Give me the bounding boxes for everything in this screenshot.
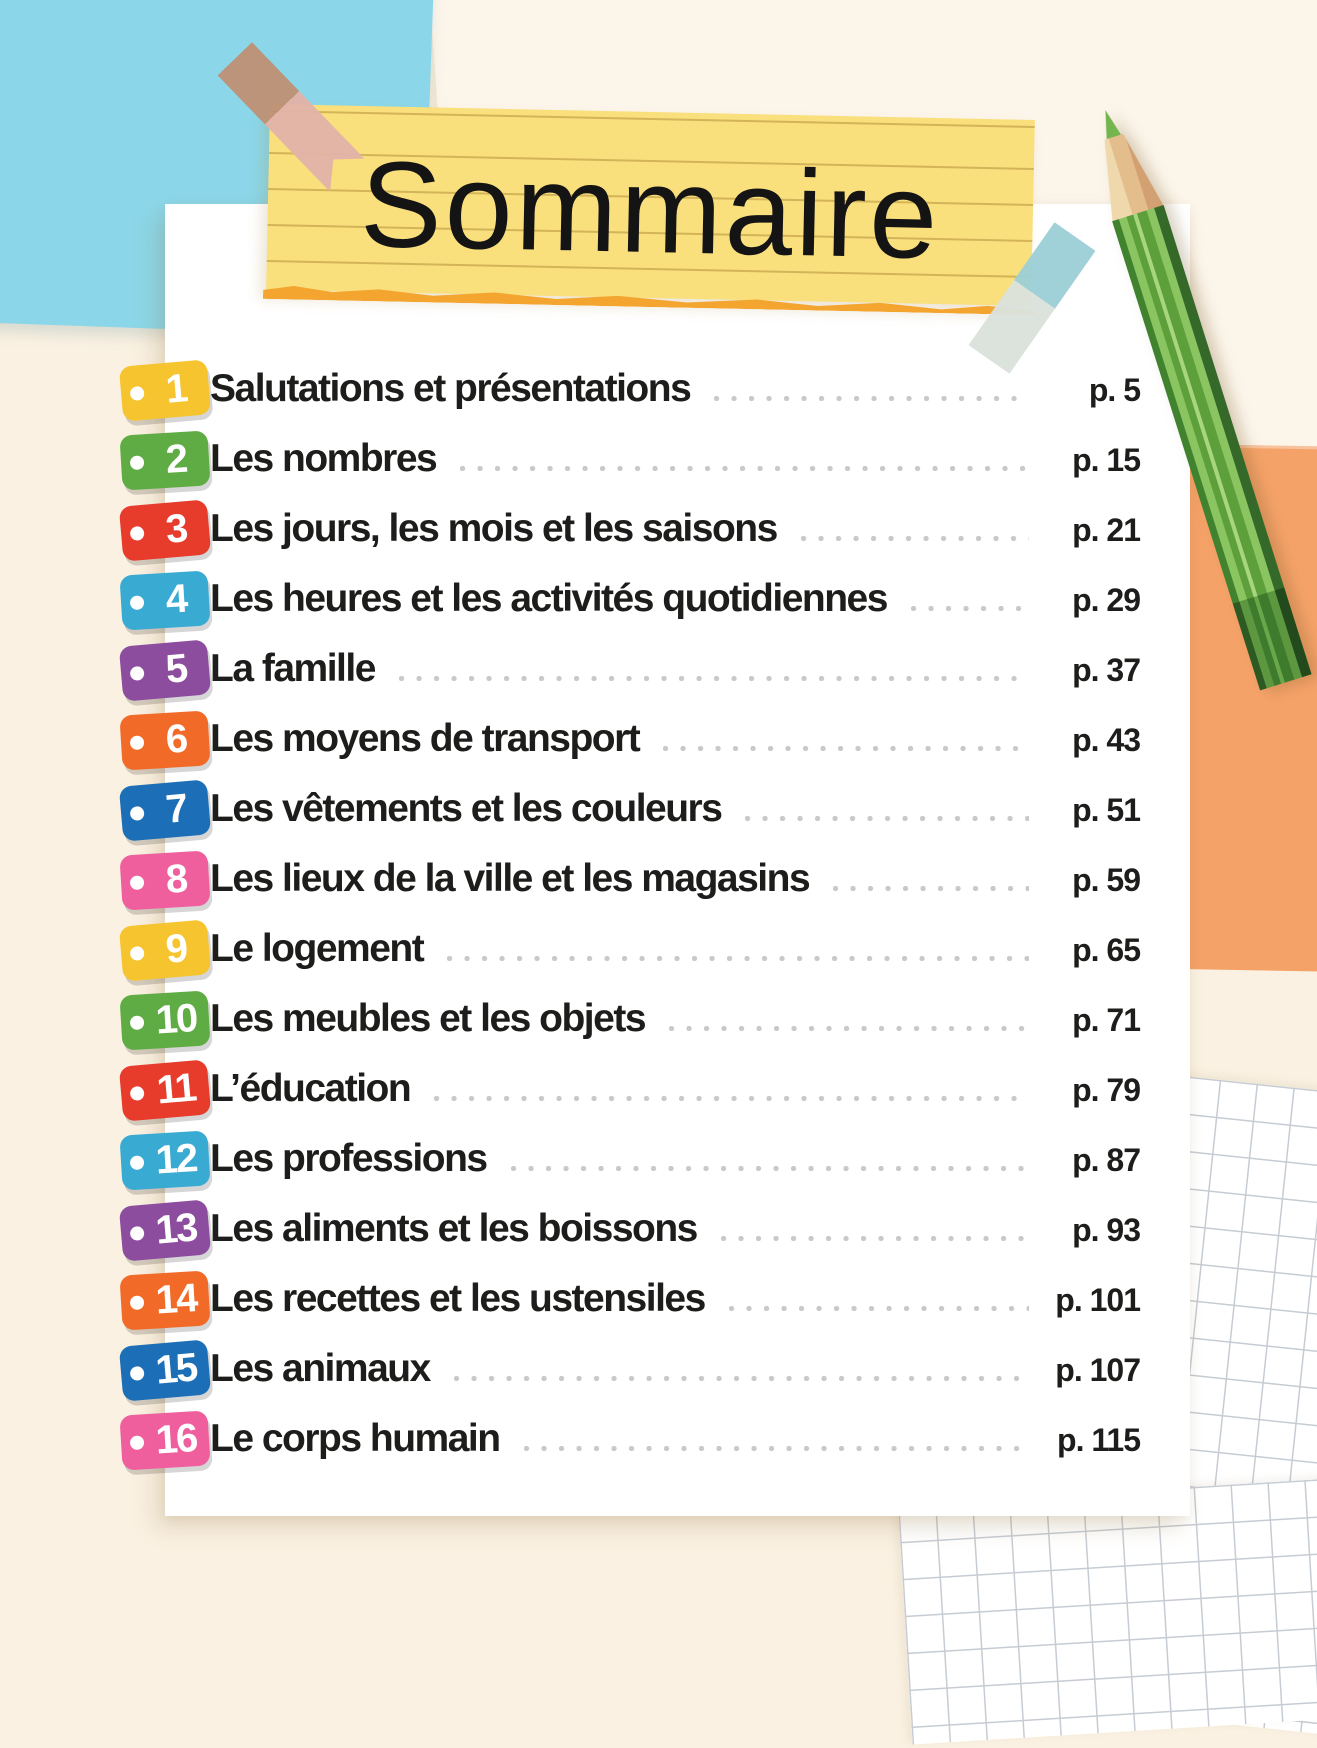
page-number: p. 79 xyxy=(1072,1072,1140,1108)
chapter-title: Les heures et les activités quotidiennes xyxy=(210,577,887,620)
toc-entry xyxy=(165,702,1190,772)
page-title: Sommaire xyxy=(359,135,942,285)
badge-dot-icon xyxy=(130,805,145,820)
toc-entry xyxy=(165,492,1190,562)
chapter-title: Les professions xyxy=(210,1137,487,1180)
chapter-title: La famille xyxy=(210,647,375,690)
badge-dot-icon xyxy=(130,1365,145,1380)
toc-entry xyxy=(165,632,1190,702)
toc-entry xyxy=(153,1332,1190,1402)
chapter-title: Les vêtements et les couleurs xyxy=(210,787,722,830)
chapter-badge xyxy=(119,1270,210,1330)
page-number: p. 115 xyxy=(1057,1422,1140,1458)
page-number: p. 37 xyxy=(1072,652,1140,688)
badge-dot-icon xyxy=(130,455,145,470)
chapter-badge xyxy=(119,359,211,421)
chapter-title: Les moyens de transport xyxy=(210,717,640,760)
chapter-badge xyxy=(119,1339,211,1401)
dotted-leader xyxy=(663,746,1029,751)
chapter-title: Les recettes et les ustensiles xyxy=(210,1277,705,1320)
dotted-leader xyxy=(911,606,1029,611)
chapter-badge xyxy=(119,850,210,910)
badge-dot-icon xyxy=(130,665,145,680)
toc-entry xyxy=(153,1192,1190,1262)
chapter-number: 4 xyxy=(164,576,188,622)
badge-dot-icon xyxy=(130,875,145,890)
chapter-badge xyxy=(119,919,211,981)
chapter-badge xyxy=(119,639,211,701)
toc-entry xyxy=(165,562,1190,632)
chapter-title: Salutations et présentations xyxy=(210,367,691,410)
dotted-leader xyxy=(833,886,1029,891)
toc-entry xyxy=(165,772,1190,842)
badge-dot-icon xyxy=(130,1085,145,1100)
badge-dot-icon xyxy=(130,385,145,400)
toc-entry xyxy=(154,1262,1190,1332)
toc-list xyxy=(153,352,1190,1472)
chapter-number: 1 xyxy=(163,366,188,412)
toc-entry xyxy=(154,1402,1190,1472)
toc-entry xyxy=(165,842,1190,912)
chapter-number: 2 xyxy=(164,436,188,482)
page-number: p. 71 xyxy=(1072,1002,1140,1038)
toc-entry xyxy=(154,982,1190,1052)
page-number: p. 21 xyxy=(1072,512,1140,548)
chapter-title: Les animaux xyxy=(210,1347,430,1390)
page-number: p. 59 xyxy=(1072,862,1140,898)
chapter-badge xyxy=(119,499,211,561)
chapter-number: 13 xyxy=(153,1205,199,1253)
chapter-number: 12 xyxy=(154,1136,198,1183)
page-number: p. 65 xyxy=(1072,932,1140,968)
dotted-leader xyxy=(511,1166,1029,1171)
chapter-number: 7 xyxy=(163,786,188,832)
chapter-number: 11 xyxy=(154,1065,197,1113)
chapter-badge xyxy=(119,1059,211,1121)
chapter-number: 8 xyxy=(164,856,188,902)
chapter-number: 9 xyxy=(163,926,188,972)
chapter-number: 10 xyxy=(154,996,198,1043)
chapter-title: Le logement xyxy=(210,927,424,970)
chapter-badge xyxy=(119,1199,211,1261)
chapter-title: Les lieux de la ville et les magasins xyxy=(210,857,810,900)
chapter-number: 5 xyxy=(163,646,188,692)
chapter-badge xyxy=(119,710,210,770)
badge-dot-icon xyxy=(130,525,145,540)
dotted-leader xyxy=(447,956,1029,961)
chapter-badge xyxy=(119,1130,210,1190)
chapter-badge xyxy=(119,1410,210,1470)
badge-dot-icon xyxy=(130,1295,145,1310)
dotted-leader xyxy=(460,466,1029,471)
chapter-title: Les aliments et les boissons xyxy=(210,1207,697,1250)
dotted-leader xyxy=(729,1306,1029,1311)
chapter-number: 14 xyxy=(154,1276,198,1323)
badge-dot-icon xyxy=(130,595,145,610)
page-number: p. 101 xyxy=(1055,1282,1140,1318)
page-number: p. 15 xyxy=(1072,442,1140,478)
toc-entry xyxy=(154,1052,1190,1122)
chapter-title: Les meubles et les objets xyxy=(210,997,646,1040)
dotted-leader xyxy=(801,536,1029,541)
chapter-title: Le corps humain xyxy=(210,1417,500,1460)
chapter-number: 16 xyxy=(154,1416,198,1463)
chapter-number: 15 xyxy=(153,1345,199,1393)
toc-entry xyxy=(165,352,1190,422)
page-number: p. 5 xyxy=(1088,372,1140,408)
page-number: p. 51 xyxy=(1072,792,1140,828)
badge-dot-icon xyxy=(130,945,145,960)
chapter-badge xyxy=(119,990,210,1050)
toc-card xyxy=(153,204,1190,1516)
dotted-leader xyxy=(524,1446,1029,1451)
chapter-badge xyxy=(119,779,211,841)
toc-entry xyxy=(154,1122,1190,1192)
dotted-leader xyxy=(745,816,1029,821)
chapter-title: Les nombres xyxy=(210,437,437,480)
page-number: p. 107 xyxy=(1055,1352,1140,1388)
page-number: p. 29 xyxy=(1072,582,1140,618)
badge-dot-icon xyxy=(130,1435,145,1450)
chapter-number: 6 xyxy=(164,716,188,762)
toc-entry xyxy=(165,912,1190,982)
chapter-badge xyxy=(119,570,210,630)
chapter-title: L’éducation xyxy=(210,1067,411,1110)
page-number: p. 43 xyxy=(1072,722,1140,758)
dotted-leader xyxy=(721,1236,1029,1241)
chapter-number: 3 xyxy=(163,506,188,552)
badge-dot-icon xyxy=(130,1015,145,1030)
toc-entry xyxy=(165,422,1190,492)
dotted-leader xyxy=(454,1376,1029,1381)
dotted-leader xyxy=(399,676,1029,681)
chapter-title: Les jours, les mois et les saisons xyxy=(210,507,777,550)
title-note xyxy=(266,104,1035,306)
chapter-badge xyxy=(119,430,210,490)
badge-dot-icon xyxy=(130,1225,145,1240)
dotted-leader xyxy=(669,1026,1029,1031)
dotted-leader xyxy=(714,396,1029,401)
page-number: p. 93 xyxy=(1072,1212,1140,1248)
badge-dot-icon xyxy=(130,1155,145,1170)
badge-dot-icon xyxy=(130,735,145,750)
dotted-leader xyxy=(434,1096,1029,1101)
page-number: p. 87 xyxy=(1072,1142,1140,1178)
